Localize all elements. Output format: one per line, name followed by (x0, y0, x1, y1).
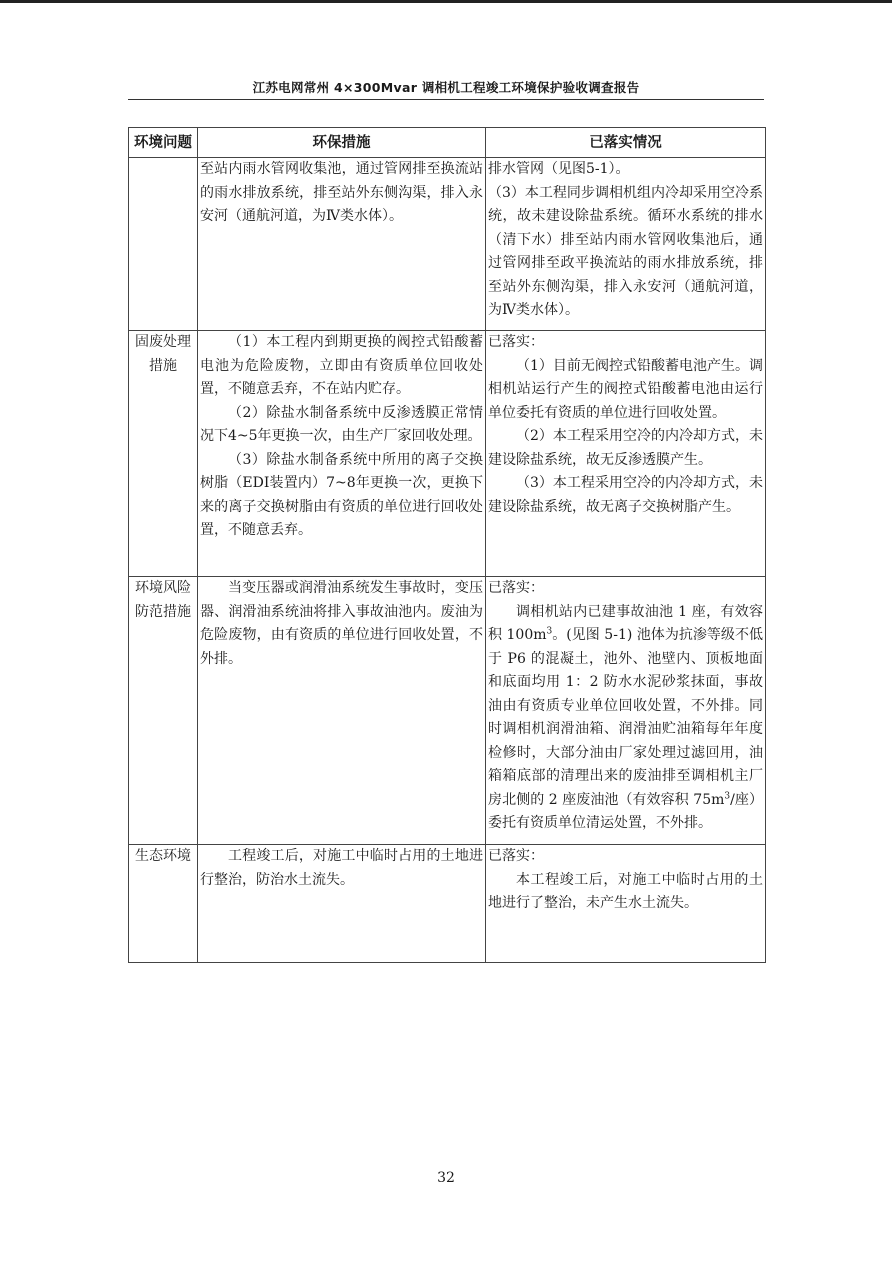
superscript: 3 (724, 790, 731, 801)
status-text: （1）目前无阀控式铅酸蓄电池产生。调相机站运行产生的阀控式铅酸蓄电池由运行单位委托有资质的单位进行回收处置。 (488, 357, 763, 421)
column-header-issue: 环境问题 (129, 128, 198, 158)
measure-cell (198, 158, 486, 331)
status-head: 已落实： (488, 334, 544, 350)
table-row (129, 158, 766, 331)
column-header-measure: 环保措施 (198, 128, 486, 158)
status-text: （3）本工程同步调相机组内冷却采用空冷系统，故未建设除盐系统。循环水系统的排水（清下水）排至站内雨水管网收集池后，通过管网排至政平换流站的雨水排放系统，排至站外东侧沟渠，排入永安河（通航河道，为Ⅳ类水体）。 (488, 184, 763, 318)
page-number: 32 (437, 1170, 455, 1186)
status-text: 本工程竣工后，对施工中临时占用的土地进行了整治，未产生水土流失。 (488, 871, 763, 911)
superscript: 3 (546, 626, 553, 637)
status-text-part: /座）委托有资质单位清运处置，不外排。 (488, 791, 763, 831)
measure-text: （3）除盐水制备系统中所用的离子交换树脂（EDI装置内）7~8年更换一次，更换下来的离子交换树脂由有资质的单位进行回收处置，不随意丢弃。 (200, 451, 483, 538)
page-top-border (0, 0, 892, 3)
measure-cell (198, 845, 486, 963)
status-cell (486, 577, 766, 845)
issue-cell: 固废处理措施 (129, 331, 198, 577)
table-row (129, 331, 766, 577)
status-head: 已落实： (488, 848, 544, 864)
table-row (129, 577, 766, 845)
measure-cell (198, 577, 486, 845)
column-header-status: 已落实情况 (486, 128, 766, 158)
status-cell (486, 845, 766, 963)
status-text: （2）本工程采用空冷的内冷却方式，未建设除盐系统，故无反渗透膜产生。 (488, 428, 763, 468)
measure-text: 当变压器或润滑油系统发生事故时，变压器、润滑油系统油将排入事故油池内。废油为危险废物，由有资质的单位进行回收处置，不外排。 (200, 580, 483, 667)
status-text: 排水管网（见图5-1）。 (488, 161, 630, 177)
header-rule (128, 99, 764, 100)
status-cell (486, 158, 766, 331)
measure-text: （2）除盐水制备系统中反渗透膜正常情况下4~5年更换一次，由生产厂家回收处理。 (200, 404, 483, 444)
status-text-part: 。(见图 5-1) 池体为抗渗等级不低于 P6 的混凝土，池外、池壁内、顶板地面和底面均用 1：2 防水水泥砂浆抹面，事故油由有资质专业单位回收处置，不外排。同时调相机润滑油箱、润滑油贮油箱每年年度检修时，大部分油由厂家处理过滤回用，油箱箱底部的清理出来的废油排至调相机主厂房北侧的 2 座废油池（有效容积 75m (488, 627, 763, 808)
measure-text: （1）本工程内到期更换的阀控式铅酸蓄电池为危险废物，立即由有资质单位回收处置，不随意丢弃，不在站内贮存。 (200, 334, 483, 397)
measure-text: 至站内雨水管网收集池，通过管网排至换流站的雨水排放系统，排至站外东侧沟渠，排入永安河（通航河道，为Ⅳ类水体）。 (200, 161, 483, 224)
issue-cell: 环境风险防范措施 (129, 577, 198, 845)
table-row (129, 845, 766, 963)
status-head: 已落实： (488, 580, 544, 596)
issue-cell (129, 158, 198, 331)
status-text-part: 调相机站内已建事故油池 1 座，有效容积 100m (488, 603, 763, 643)
report-header-title: 江苏电网常州 4×300Mvar 调相机工程竣工环境保护验收调查报告 (252, 80, 640, 95)
measure-text: 工程竣工后，对施工中临时占用的土地进行整治，防治水土流失。 (200, 848, 483, 888)
measure-cell (198, 331, 486, 577)
measures-table (128, 127, 766, 963)
issue-cell: 生态环境 (129, 845, 198, 963)
status-text: （3）本工程采用空冷的内冷却方式，未建设除盐系统，故无离子交换树脂产生。 (488, 475, 763, 515)
status-cell (486, 331, 766, 577)
table-header-row (129, 128, 766, 158)
status-text (488, 601, 763, 836)
